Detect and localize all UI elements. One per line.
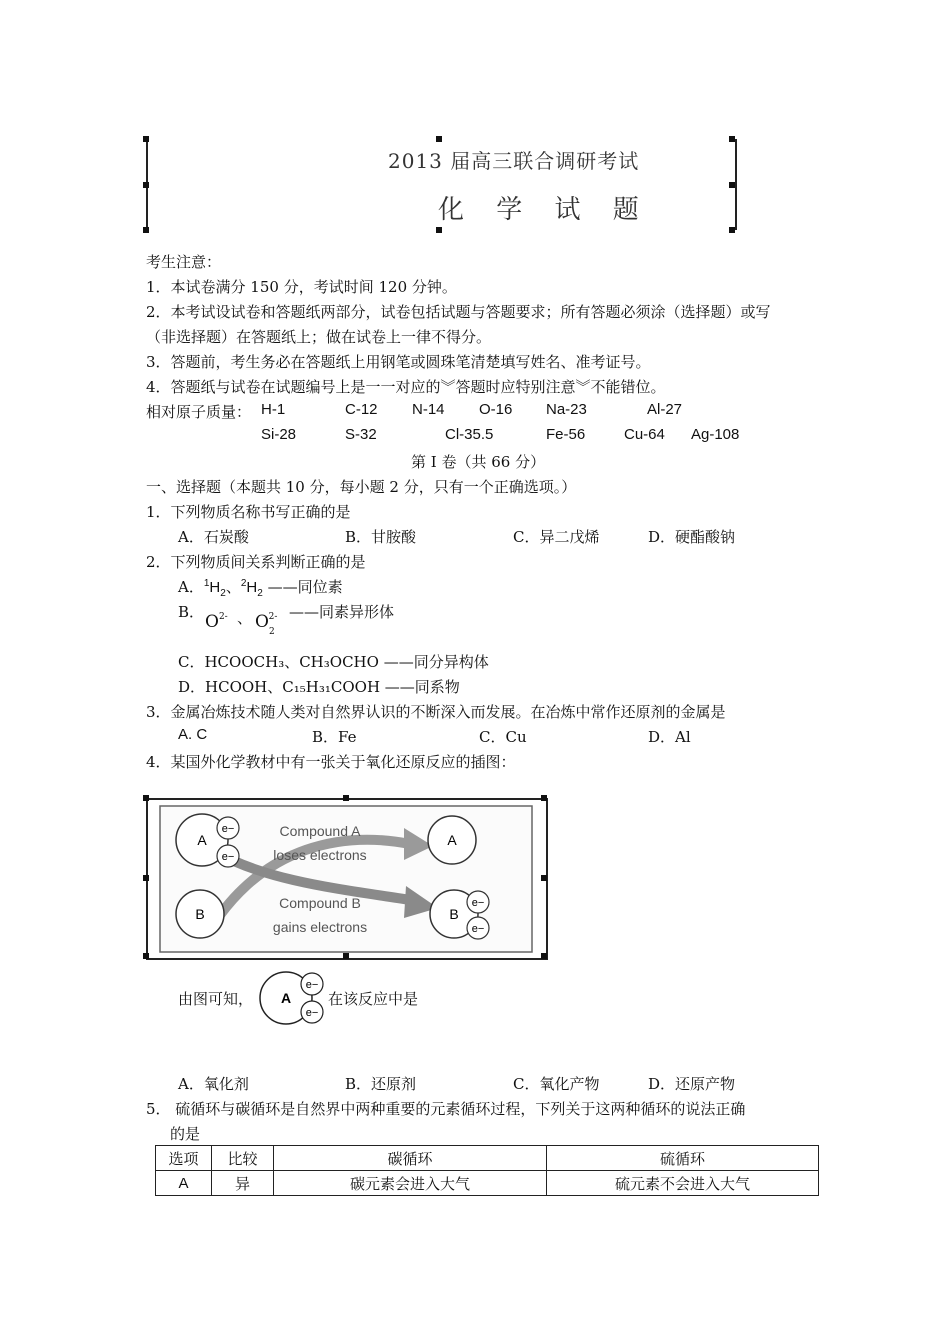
q1-option-c: C．异二戊烯 xyxy=(513,528,600,546)
section-title: 第 I 卷（共 66 分） xyxy=(411,453,546,471)
q1-stem: 1．下列物质名称书写正确的是 xyxy=(146,503,351,521)
resize-handle[interactable] xyxy=(143,795,149,801)
table-header-row xyxy=(156,1146,819,1171)
mass-cu: Cu-64 xyxy=(624,426,665,443)
q5-stem-cont: 的是 xyxy=(170,1125,201,1143)
resize-handle[interactable] xyxy=(541,953,547,959)
part-heading: 一、选择题（本题共 10 分，每小题 2 分，只有一个正确选项。） xyxy=(146,478,577,496)
q2-b-prefix: B． xyxy=(178,603,205,621)
mass-al: Al-27 xyxy=(647,401,683,418)
resize-handle[interactable] xyxy=(343,795,349,801)
q4-option-c: C．氧化产物 xyxy=(513,1075,600,1093)
svg-text:gains electrons: gains electrons xyxy=(272,919,368,935)
resize-handle[interactable] xyxy=(143,875,149,881)
resize-handle[interactable] xyxy=(436,227,442,233)
q2-option-a xyxy=(178,576,343,599)
mass-c: C-12 xyxy=(345,401,378,418)
svg-text:Compound A: Compound A xyxy=(279,823,361,839)
svg-text:B: B xyxy=(449,906,459,922)
table-header: 比较 xyxy=(212,1146,274,1171)
mass-ag: Ag-108 xyxy=(691,426,740,443)
mass-fe: Fe-56 xyxy=(546,426,586,443)
svg-text:e−: e− xyxy=(221,823,235,835)
table-row xyxy=(156,1171,819,1196)
resize-handle[interactable] xyxy=(143,953,149,959)
mass-h: H-1 xyxy=(261,401,286,418)
resize-handle[interactable] xyxy=(143,227,149,233)
peroxide-ion: $O_2^{2-}$ xyxy=(255,612,278,637)
svg-text:e−: e− xyxy=(305,1007,319,1019)
table-cell: 硫元素不会进入大气 xyxy=(547,1171,819,1196)
q2-option-d: D．HCOOH、C₁₅H₃₁COOH ——同系物 xyxy=(178,678,460,696)
q3-option-c: C．Cu xyxy=(479,728,527,746)
table-cell: A xyxy=(156,1171,212,1196)
comparison-table xyxy=(155,1145,819,1196)
q4-follow-prefix: 由图可知， xyxy=(178,990,254,1008)
resize-handle[interactable] xyxy=(436,136,442,142)
q2-option-b xyxy=(178,601,204,622)
mass-s: S-32 xyxy=(345,426,377,443)
note-2: 2．本考试设试卷和答题纸两部分，试卷包括试题与答题要求；所有答题必须涂（选择题）或写 xyxy=(146,303,771,321)
note-2-cont: （非选择题）在答题纸上；做在试卷上一律不得分。 xyxy=(146,328,492,346)
q3-stem: 3．金属冶炼技术随人类对自然界认识的不断深入而发展。在冶炼中常作还原剂的金属是 xyxy=(146,703,726,721)
atomic-mass-label: 相对原子质量： xyxy=(146,403,252,421)
notes-heading: 考生注意： xyxy=(146,253,222,271)
q2-option-c: C．HCOOCH₃、CH₃OCHO ——同分异构体 xyxy=(178,653,489,671)
q1-option-d: D．硬酯酸钠 xyxy=(648,528,736,546)
resize-handle[interactable] xyxy=(541,795,547,801)
svg-text:A: A xyxy=(447,832,457,848)
resize-handle[interactable] xyxy=(143,182,149,188)
redox-figure xyxy=(146,798,548,960)
mass-n: N-14 xyxy=(412,401,445,418)
svg-text:A: A xyxy=(197,832,207,848)
resize-handle[interactable] xyxy=(729,227,735,233)
q4-stem: 4．某国外化学教材中有一张关于氧化还原反应的插图： xyxy=(146,753,516,771)
q4-option-b: B．还原剂 xyxy=(345,1075,417,1093)
q2-b-sep: 、 xyxy=(237,609,253,627)
oxide-ion: $O^{2-}$ xyxy=(205,612,228,632)
table-header: 碳循环 xyxy=(274,1146,547,1171)
svg-text:e−: e− xyxy=(471,923,485,935)
mass-si: Si-28 xyxy=(261,426,297,443)
resize-handle[interactable] xyxy=(143,136,149,142)
q4-follow-suffix: 在该反应中是 xyxy=(328,990,419,1008)
q1-option-a: A．石炭酸 xyxy=(178,528,249,546)
q4-option-d: D．还原产物 xyxy=(648,1075,736,1093)
note-4: 4．答题纸与试卷在试题编号上是一一对应的︾答题时应特别注意︾不能错位。 xyxy=(146,378,666,396)
q2-a-prefix: A． xyxy=(178,578,204,596)
svg-text:A: A xyxy=(280,990,292,1006)
resize-handle[interactable] xyxy=(729,136,735,142)
mass-cl: Cl-35.5 xyxy=(445,426,494,443)
isotope-formulas: $^1H_2$、$^2H_2$ xyxy=(203,578,263,599)
resize-handle[interactable] xyxy=(343,953,349,959)
q3-option-d: D．Al xyxy=(648,728,691,746)
exam-title: 2013 届高三联合调研考试 xyxy=(388,149,640,173)
mass-na: Na-23 xyxy=(546,401,587,418)
table-header: 硫循环 xyxy=(547,1146,819,1171)
table-cell: 异 xyxy=(212,1171,274,1196)
table-cell: 碳元素会进入大气 xyxy=(274,1171,547,1196)
q2-a-text: ——同位素 xyxy=(267,578,343,596)
svg-text:loses electrons: loses electrons xyxy=(273,847,367,863)
q2-stem: 2．下列物质间关系判断正确的是 xyxy=(146,553,366,571)
resize-handle[interactable] xyxy=(541,875,547,881)
q5-stem: 5． 硫循环与碳循环是自然界中两种重要的元素循环过程，下列关于这两种循环的说法正确 xyxy=(146,1100,746,1118)
q2-b-text: ——同素异形体 xyxy=(289,603,395,621)
q4-option-a: A．氧化剂 xyxy=(178,1075,249,1093)
atom-a-inline xyxy=(258,970,328,1026)
mass-o: O-16 xyxy=(479,401,513,418)
q3-option-b: B．Fe xyxy=(312,728,357,746)
resize-handle[interactable] xyxy=(729,182,735,188)
svg-text:e−: e− xyxy=(471,897,485,909)
subject-title: 化 学 试 题 xyxy=(438,195,651,225)
q1-option-b: B．甘胺酸 xyxy=(345,528,417,546)
svg-text:e−: e− xyxy=(221,851,235,863)
title-box xyxy=(146,139,737,230)
svg-text:B: B xyxy=(195,906,205,922)
note-3: 3．答题前，考生务必在答题纸上用钢笔或圆珠笔清楚填写姓名、准考证号。 xyxy=(146,353,651,371)
table-header: 选项 xyxy=(156,1146,212,1171)
q3-option-a: A. C xyxy=(178,726,208,743)
svg-text:e−: e− xyxy=(305,979,319,991)
svg-text:Compound B: Compound B xyxy=(279,895,361,911)
redox-diagram xyxy=(148,800,546,958)
note-1: 1．本试卷满分 150 分，考试时间 120 分钟。 xyxy=(146,278,457,296)
